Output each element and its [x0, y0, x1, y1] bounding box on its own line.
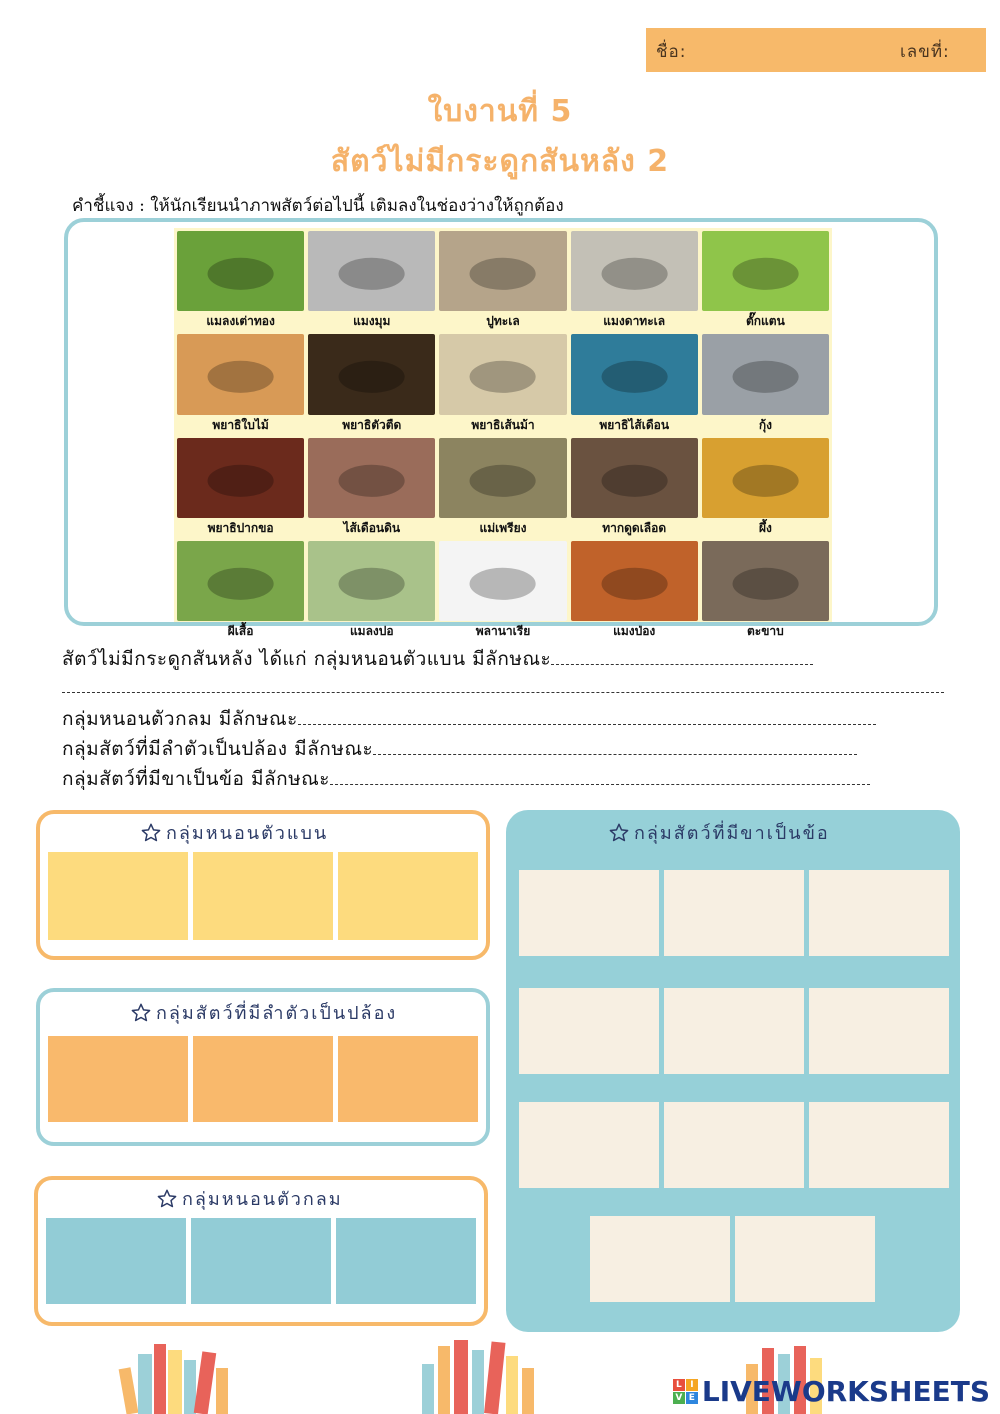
animal-card[interactable]	[571, 334, 698, 434]
animal-label: แมลงปอ	[349, 624, 394, 639]
animal-card[interactable]	[439, 334, 566, 434]
animal-card[interactable]	[439, 541, 566, 641]
arthropod-drop-slot-1[interactable]	[519, 870, 659, 956]
earthworm-photo-icon	[308, 438, 435, 518]
roundworm-group-box	[34, 1176, 488, 1326]
books-decoration-icon	[418, 1336, 542, 1414]
animal-label: แมงดาทะเล	[603, 314, 666, 329]
segmented-drop-slot-2[interactable]	[193, 1036, 333, 1122]
question-1-text: สัตว์ไม่มีกระดูกสันหลัง ได้แก่ กลุ่มหนอนตัวแบน มีลักษณะ	[62, 648, 552, 670]
animal-label: พยาธิใบไม้	[212, 417, 269, 432]
worksheet-subtitle: สัตว์ไม่มีกระดูกสันหลัง 2	[330, 144, 670, 179]
animal-card[interactable]	[308, 231, 435, 331]
animal-label: แมลงเต่าทอง	[206, 314, 275, 329]
animal-card[interactable]	[177, 438, 304, 538]
question-2-text: กลุ่มหนอนตัวกลม มีลักษณะ	[62, 708, 298, 730]
flatworm-group-title: กลุ่มหนอนตัวแบน	[166, 823, 329, 844]
centipede-photo-icon	[702, 541, 829, 621]
live-cube-icon: L I V E	[673, 1379, 698, 1404]
leech-photo-icon	[571, 438, 698, 518]
animal-picture-grid	[174, 228, 832, 639]
animal-card[interactable]	[308, 334, 435, 434]
arthropod-drop-slot-4[interactable]	[519, 988, 659, 1074]
animal-card[interactable]	[571, 231, 698, 331]
segmented-group-box	[36, 988, 490, 1146]
question-4-text: กลุ่มสัตว์ที่มีขาเป็นข้อ มีลักษณะ	[62, 768, 330, 790]
ragworm-photo-icon	[439, 438, 566, 518]
arthropod-group-panel	[506, 810, 960, 1332]
animal-label: พลานาเรีย	[475, 624, 531, 639]
arthropod-drop-slot-2[interactable]	[664, 870, 804, 956]
number-label: เลขที่:	[900, 42, 950, 62]
worksheet-title: ใบงานที่ 5	[427, 94, 573, 129]
animal-label: ปูทะเล	[486, 314, 520, 329]
crayfish-photo-icon	[702, 334, 829, 414]
brand-name: LIVEWORKSHEETS	[701, 1375, 990, 1408]
animal-card[interactable]	[177, 334, 304, 434]
question-line-1	[62, 644, 813, 674]
star-icon	[608, 822, 630, 844]
star-icon	[130, 1002, 152, 1024]
flatworm-group-header	[140, 818, 328, 847]
animal-card[interactable]	[702, 231, 829, 331]
name-number-box	[646, 28, 986, 72]
animal-label: ผึ้ง	[758, 520, 772, 535]
horsehair-worm-photo-icon	[439, 334, 566, 414]
ladybug-photo-icon	[177, 231, 304, 311]
flatworm-drop-slot-1[interactable]	[48, 852, 188, 940]
planaria-photo-icon	[439, 541, 566, 621]
animal-label: ไส้เดือนดิน	[343, 520, 401, 535]
segmented-group-header	[130, 998, 397, 1027]
arthropod-group-title: กลุ่มสัตว์ที่มีขาเป็นข้อ	[634, 823, 830, 844]
animal-label: ตะขาบ	[746, 624, 784, 639]
animal-label: กุ้ง	[758, 417, 772, 432]
animal-card[interactable]	[571, 541, 698, 641]
arthropod-drop-slot-10[interactable]	[590, 1216, 730, 1302]
tapeworm-photo-icon	[308, 334, 435, 414]
hookworm-photo-icon	[177, 438, 304, 518]
number-input[interactable]	[962, 37, 986, 65]
animal-card[interactable]	[571, 438, 698, 538]
roundworm-drop-slot-1[interactable]	[46, 1218, 186, 1304]
animal-label: แม่เพรียง	[479, 520, 527, 535]
animal-label: ตั๊กแตน	[745, 314, 785, 329]
animal-card[interactable]	[177, 231, 304, 331]
horseshoe-crab-photo-icon	[571, 231, 698, 311]
answer-blank-1b[interactable]	[62, 678, 944, 693]
arthropod-drop-slot-5[interactable]	[664, 988, 804, 1074]
liveworksheets-logo	[673, 1375, 990, 1408]
arthropod-drop-slot-8[interactable]	[664, 1102, 804, 1188]
arthropod-group-header	[608, 818, 830, 847]
animal-card[interactable]	[702, 334, 829, 434]
books-decoration-icon	[118, 1338, 242, 1414]
animal-card[interactable]	[177, 541, 304, 641]
animal-card[interactable]	[702, 541, 829, 641]
animal-label: ทากดูดเลือด	[602, 520, 667, 535]
star-icon	[156, 1188, 178, 1210]
roundworm-group-header	[156, 1184, 343, 1213]
liver-fluke-photo-icon	[177, 334, 304, 414]
arthropod-drop-slot-9[interactable]	[809, 1102, 949, 1188]
animal-card[interactable]	[702, 438, 829, 538]
animal-card[interactable]	[439, 438, 566, 538]
arthropod-drop-slot-3[interactable]	[809, 870, 949, 956]
roundworm-group-title: กลุ่มหนอนตัวกลม	[182, 1189, 343, 1210]
flatworm-drop-slot-3[interactable]	[338, 852, 478, 940]
bee-photo-icon	[702, 438, 829, 518]
animal-card[interactable]	[308, 438, 435, 538]
arthropod-drop-slot-6[interactable]	[809, 988, 949, 1074]
segmented-group-title: กลุ่มสัตว์ที่มีลำตัวเป็นปล้อง	[156, 1003, 398, 1024]
answer-blank-3[interactable]	[373, 740, 857, 755]
scorpion-photo-icon	[571, 541, 698, 621]
animal-label: พยาธิปากขอ	[207, 520, 274, 535]
flatworm-drop-slot-2[interactable]	[193, 852, 333, 940]
butterfly-photo-icon	[177, 541, 304, 621]
name-label: ชื่อ:	[656, 42, 687, 62]
roundworm-drop-slot-3[interactable]	[336, 1218, 476, 1304]
segmented-drop-slot-3[interactable]	[338, 1036, 478, 1122]
arthropod-drop-slot-11[interactable]	[735, 1216, 875, 1302]
animal-label: พยาธิเส้นม้า	[471, 417, 535, 432]
animal-label: ผีเสื้อ	[227, 624, 254, 639]
answer-blank-1[interactable]	[551, 650, 813, 665]
question-line-3	[62, 734, 857, 764]
animal-label: พยาธิตัวตืด	[342, 417, 402, 432]
dragonfly-photo-icon	[308, 541, 435, 621]
animal-label: แมงมุม	[353, 314, 391, 329]
question-3-text: กลุ่มสัตว์ที่มีลำตัวเป็นปล้อง มีลักษณะ	[62, 738, 374, 760]
question-line-1b	[62, 676, 944, 698]
spider-photo-icon	[308, 231, 435, 311]
animal-label: พยาธิไส้เดือน	[599, 417, 670, 432]
name-input[interactable]	[700, 37, 890, 65]
segmented-drop-slot-1[interactable]	[48, 1036, 188, 1122]
flatworm-group-box	[36, 810, 490, 960]
grasshopper-photo-icon	[702, 231, 829, 311]
animal-card[interactable]	[308, 541, 435, 641]
question-line-4	[62, 764, 870, 794]
question-line-2	[62, 704, 876, 734]
animal-label: แมงป่อง	[613, 624, 656, 639]
roundworm-drop-slot-2[interactable]	[191, 1218, 331, 1304]
arthropod-drop-slot-7[interactable]	[519, 1102, 659, 1188]
answer-blank-4[interactable]	[330, 770, 870, 785]
star-icon	[140, 822, 162, 844]
roundworm-photo-icon	[571, 334, 698, 414]
answer-blank-2[interactable]	[298, 710, 876, 725]
animal-card[interactable]	[439, 231, 566, 331]
instruction-text: คำชี้แจง : ให้นักเรียนนำภาพสัตว์ต่อไปนี้ เติมลงในช่องว่างให้ถูกต้อง	[72, 196, 564, 216]
crab-photo-icon	[439, 231, 566, 311]
